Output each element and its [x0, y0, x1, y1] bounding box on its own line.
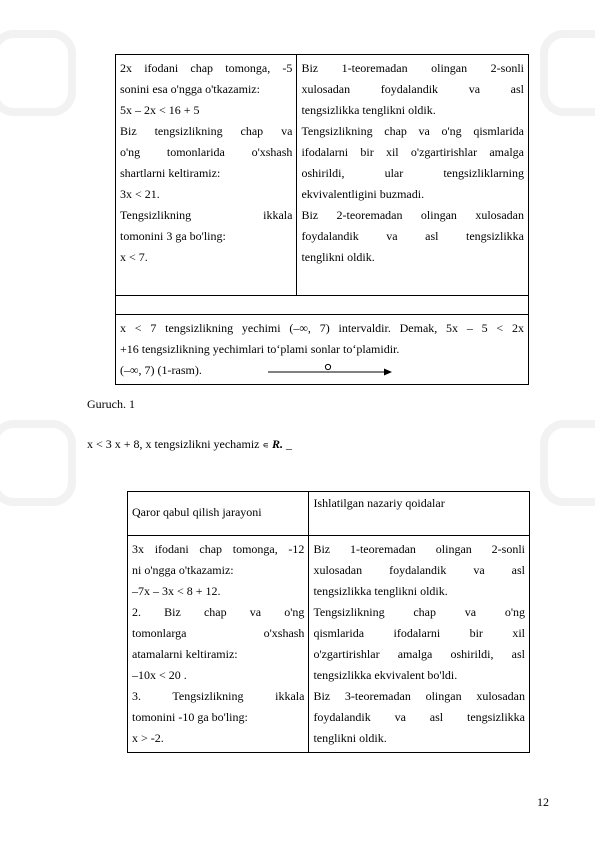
text-line: (–∞, 7) (1-rasm). [120, 363, 202, 377]
text-line: 3. Tengsizlikning ikkala [132, 689, 305, 703]
steps-cell [128, 536, 309, 753]
task-text: x < 3 x + 8, x tengsizlikni yechamiz [87, 437, 260, 451]
text-line: ifodalarni bir xil o'zgartirishlar amalga [301, 145, 524, 159]
table-row [116, 315, 529, 385]
number-line-figure [266, 363, 396, 377]
table-row [116, 55, 529, 296]
text-line: tengsizlikka tenglikni oldik. [313, 584, 448, 598]
text-line: Biz 1-teoremadan olingan 2-sonli [301, 61, 524, 75]
text-line: tomonlarga o'xshash [132, 626, 305, 640]
figure-caption: Guruch. 1 [87, 397, 135, 411]
table-row [128, 536, 530, 753]
text-line: Biz 1-teoremadan olingan 2-sonli [313, 542, 525, 556]
text-line: 3x < 21. [120, 187, 160, 201]
text-line: tomonini 3 ga bo'ling: [120, 229, 226, 243]
text-line: 2x ifodani chap tomonga, -5 [120, 61, 293, 75]
text-line: x > -2. [132, 731, 164, 745]
text-line: atamalarni keltiramiz: [132, 647, 238, 661]
text-line: Biz 2-teoremadan olingan xulosadan [301, 208, 524, 222]
steps-cell [116, 55, 297, 296]
conclusion-cell [116, 315, 529, 385]
watermark-shape [540, 420, 595, 506]
text-line: tengsizlikka ekvivalent bo'ldi. [313, 668, 458, 682]
header-decision: Qaror qabul qilish jarayoni [128, 492, 309, 536]
text-line: ni o'ngga o'tkazamiz: [132, 563, 234, 577]
text-line: tenglikni oldik. [301, 250, 375, 264]
text-line: tengsizlikka tenglikni oldik. [301, 103, 436, 117]
header-rules: Ishlatilgan nazariy qoidalar [309, 492, 530, 536]
element-of-symbol: ∊ [262, 440, 269, 450]
text-line: 3x ifodani chap tomonga, -12 [132, 542, 305, 556]
text-line: x < 7. [120, 250, 148, 264]
text-line: o'zgartirishlar amalga oshirildi, asl [313, 647, 525, 661]
text-line: Biz 3-teoremadan olingan xulosadan [313, 689, 525, 703]
watermark-shape [540, 30, 595, 116]
text-line: 5x – 2x < 16 + 5 [120, 103, 200, 117]
text-line: o'ng tomonlarida o'xshash [120, 145, 293, 159]
text-line: Tengsizlikning chap va o'ng qismlarida [301, 124, 524, 138]
text-line: Tengsizlikning ikkala [120, 208, 293, 222]
text-line: –7x – 3x < 8 + 12. [132, 584, 221, 598]
text-line: x < 7 tengsizlikning yechimi (–∞, 7) intervaldir. Demak, 5x – 5 < 2x [120, 321, 524, 335]
text-line: xulosadan foydalandik va asl [301, 82, 524, 96]
text-line: 2. Biz chap va o'ng [132, 605, 305, 619]
text-line: foydalandik va asl tengsizlikka [301, 229, 524, 243]
text-line: foydalandik va asl tengsizlikka [313, 710, 525, 724]
trailing-mark: _ [285, 437, 292, 451]
page-number: 12 [537, 795, 549, 809]
text-line: qismlarida ifodalarni bir xil [313, 626, 525, 640]
arrow-head [384, 369, 392, 376]
task-statement [87, 437, 292, 452]
text-line: tenglikni oldik. [313, 731, 387, 745]
real-set-label: R. [271, 437, 283, 451]
text-line: –10x < 20 . [132, 668, 187, 682]
rules-cell [297, 55, 529, 296]
watermark-shape [0, 420, 76, 506]
solution-table-1 [115, 54, 529, 385]
table-header-row [128, 492, 530, 536]
text-line: ekvivalentligini buzmadi. [301, 187, 425, 201]
text-line: tomonini -10 ga bo'ling: [132, 710, 248, 724]
empty-cell [116, 296, 529, 315]
watermark-shape [0, 30, 76, 116]
open-point [325, 364, 330, 369]
solution-table-2 [127, 491, 530, 753]
text-line: sonini esa o'ngga o'tkazamiz: [120, 82, 260, 96]
rules-cell [309, 536, 530, 753]
text-line: Biz tengsizlikning chap va [120, 124, 293, 138]
text-line: shartlarni keltiramiz: [120, 166, 221, 180]
text-line: +16 tengsizlikning yechimlari to‘plami sonlar to‘plamidir. [120, 342, 400, 356]
text-line: xulosadan foydalandik va asl [313, 563, 525, 577]
text-line: oshirildi, ular tengsizliklarning [301, 166, 524, 180]
text-line: Tengsizlikning chap va o'ng [313, 605, 525, 619]
table-row [116, 296, 529, 315]
